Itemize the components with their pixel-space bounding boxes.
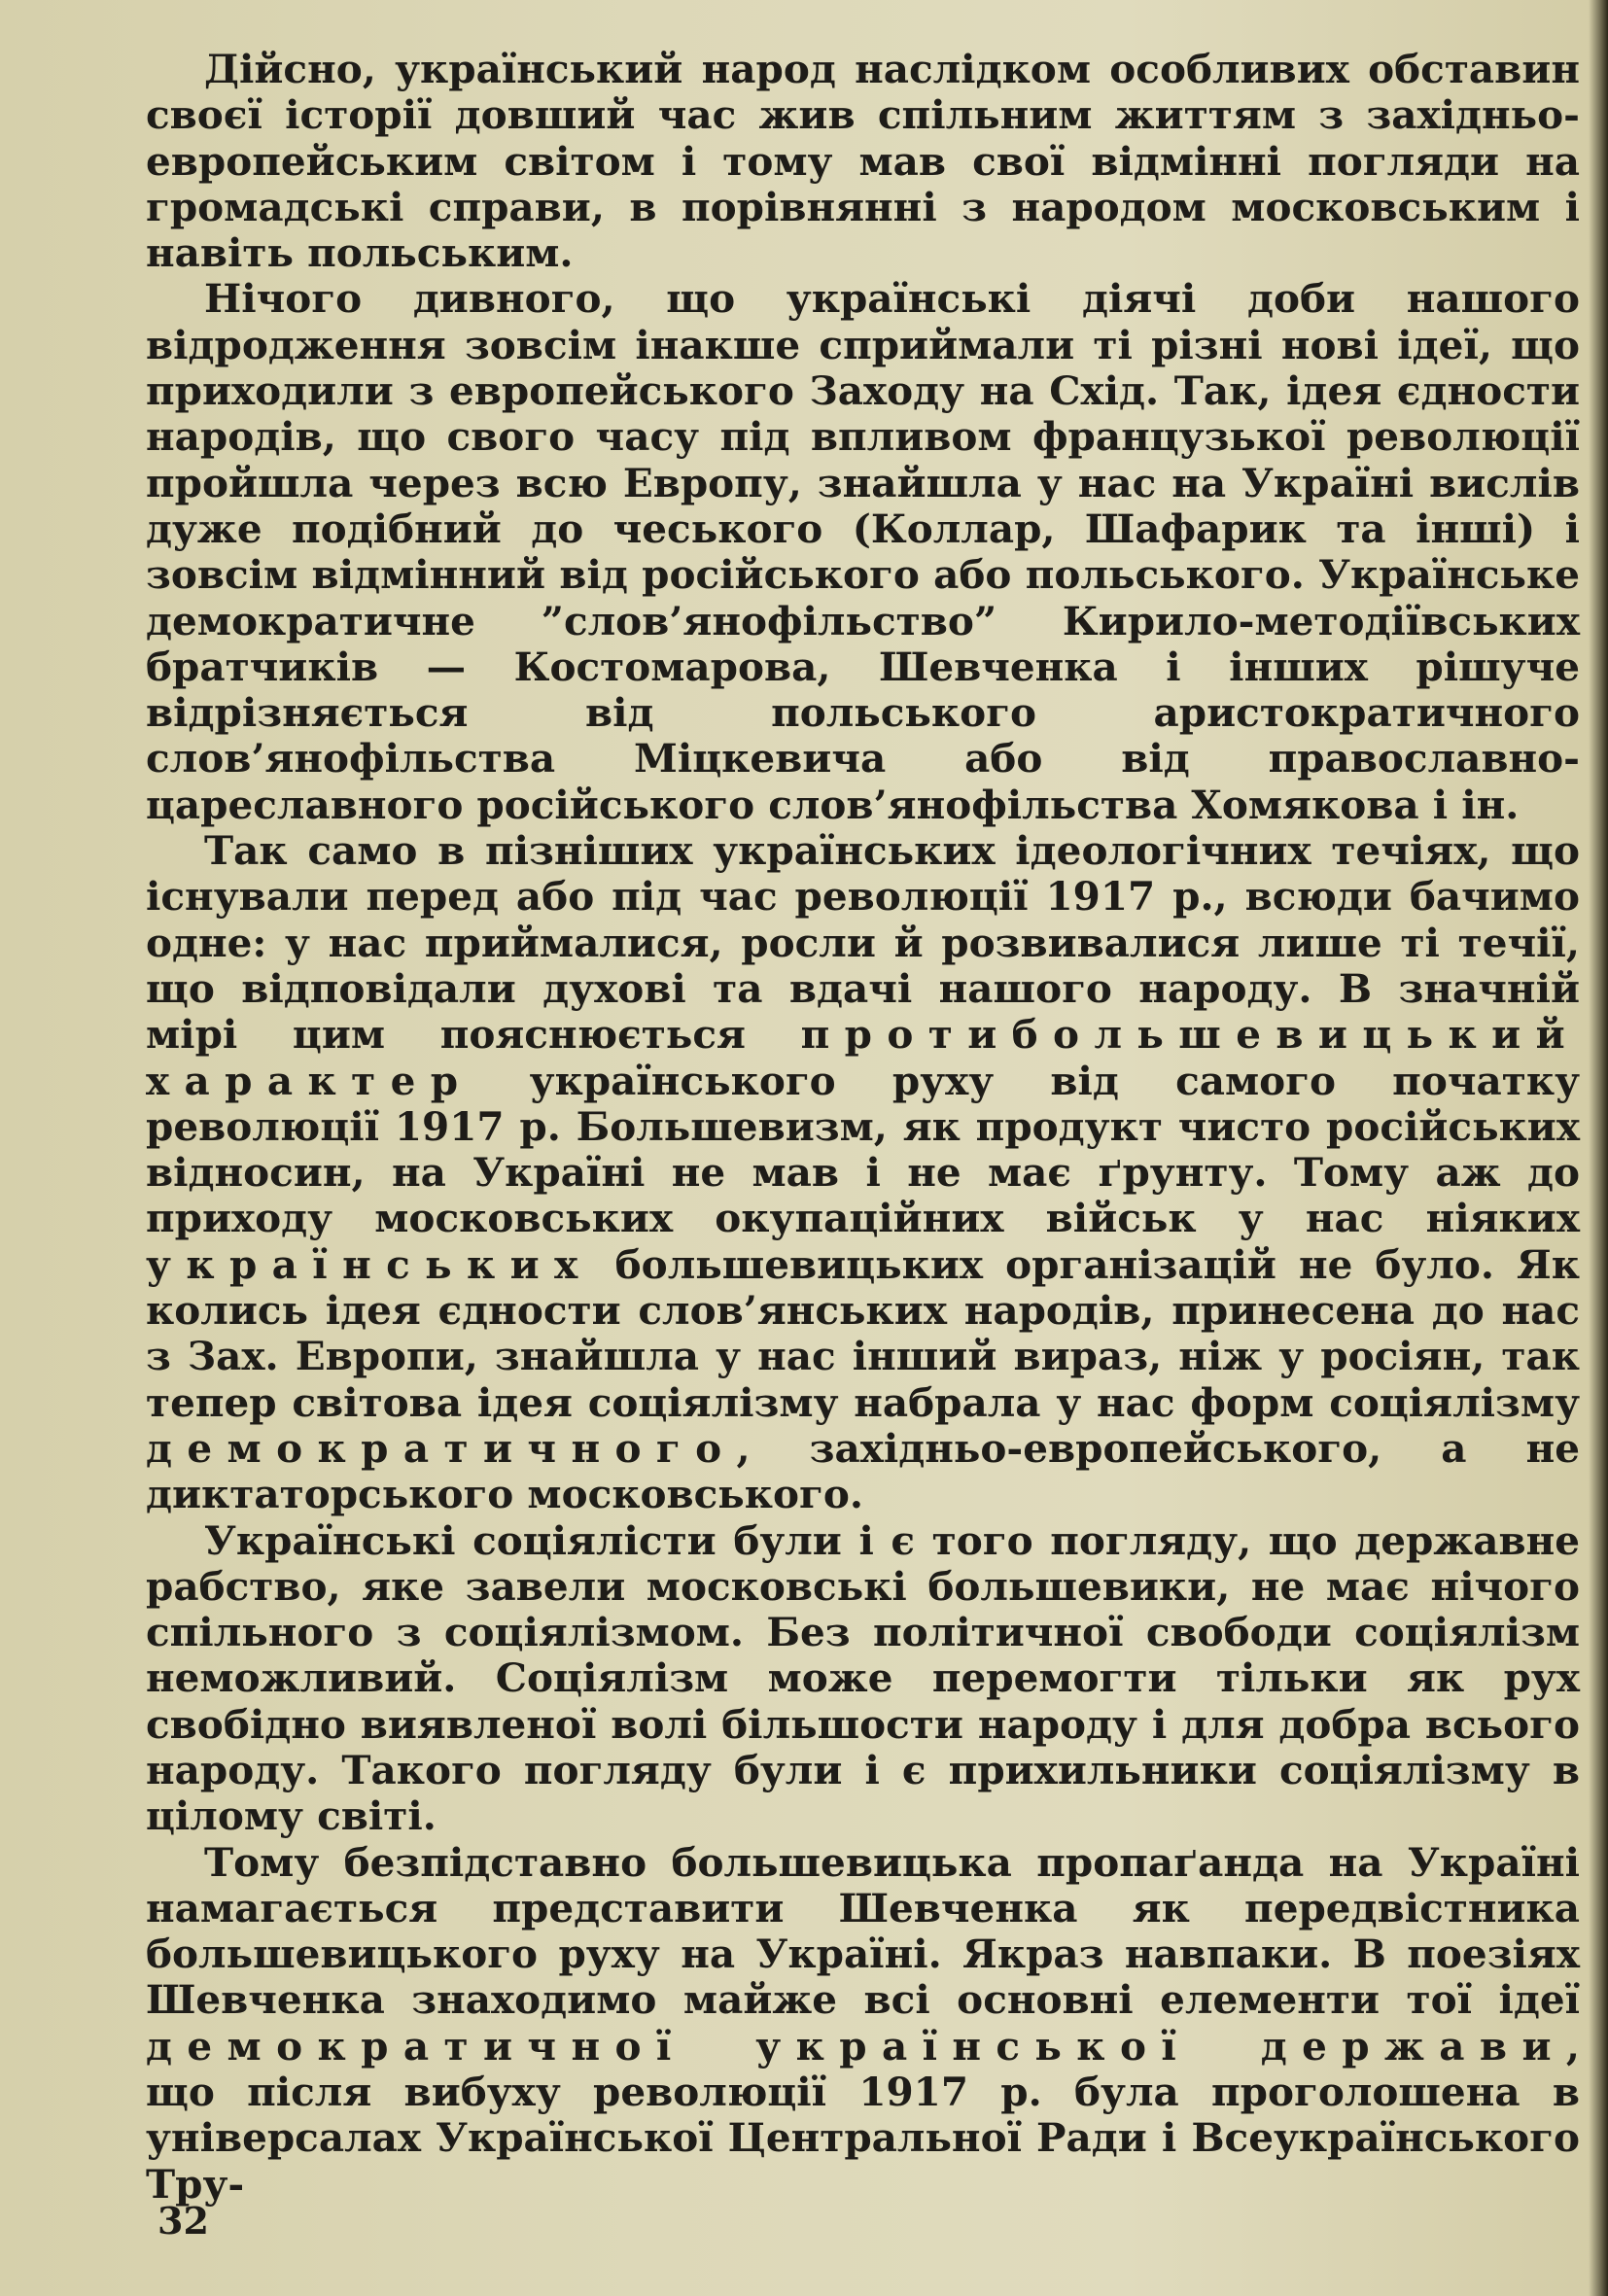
paragraph (146, 828, 1580, 1517)
text-run: Тому безпідставно большевицька пропаґанда на Україні намагається представити Шевченка як передвістника большевицького руху на Україні. Якраз навпаки. В поезіях Шевченка знаходимо майже всі основні елементи тої ідеї (146, 1838, 1580, 2024)
text-run: , західньо-европейського, а не диктаторського московського. (146, 1424, 1580, 1518)
spaced-emphasis: протибольшевицький характер (146, 1011, 1580, 1104)
text-run: большевицьких організацій не було. Як колись ідея єдности слов’янських народів, принесена до нас з Зах. Европи, знайшла у нас інший вираз, ніж у росіян, так тепер світова ідея соціялізму набрала у нас форм соціялізму (146, 1240, 1580, 1426)
body-text (146, 47, 1580, 2208)
text-run: , що після вибуху революції 1917 р. була проголошена в універсалах Української Центральної Ради і Всеукраїнського Тру- (146, 2022, 1580, 2208)
text-run: Так само в пізніших українських ідеологічних течіях, що існували перед або під час революції 1917 р., всюди бачимо одне: у нас приймалися, росли й розвивалися лише ті течії, що відповідали духові та вдачі нашого народу. В значній мірі цим пояснюється (146, 827, 1580, 1059)
spaced-emphasis: демократичного (146, 1424, 737, 1472)
spaced-emphasis: українських (146, 1240, 593, 1288)
text-run: Нічого дивного, що українські діячі доби нашого відродження зовсім інакше сприймали ті різні нові ідеї, що приходили з европейського Заходу на Схід. Так, ідея єдности народів, що свого часу під впливом французької революції пройшла через всю Европу, знайшла у нас на Україні вислів дуже подібний до чеського (Коллар, Шафарик та інші) і зовсім відмінний від російського або польського. Українське демократичне ”слов’янофільство” Кирило-методіївських братчиків — Костомарова, Шевченка і інших рішуче відрізняється від польського аристократичного слов’янофільства Міцкевича або від православно-цареславного російського слов’янофільства Хомякова і ін. (146, 275, 1580, 828)
text-run: українського руху від самого початку революції 1917 р. Большевизм, як продукт чисто російських відносин, на Україні не мав і не має ґрунту. Тому аж до приходу московських окупаційних військ у нас ніяких (146, 1057, 1580, 1242)
paragraph (146, 276, 1580, 828)
text-run: Дійсно, український народ наслідком особливих обставин своєї історії довший час жив спільним життям з західньо-европейським світом і тому мав свої відмінні погляди на громадські справи, в порівнянні з народом московським і навіть польським. (146, 46, 1580, 277)
paragraph (146, 1840, 1580, 2208)
paragraph (146, 1518, 1580, 1840)
spaced-emphasis: демократичної української держави (146, 2022, 1566, 2070)
paragraph (146, 47, 1580, 276)
page-edge-shadow (1589, 0, 1608, 2296)
page-number: 32 (157, 2199, 209, 2243)
text-run: Українські соціялісти були і є того погляду, що державне рабство, яке завели московські большевики, не має нічого спільного з соціялізмом. Без політичної свободи соціялізм неможливий. Соціялізм може перемогти тільки як рух свобідно виявленої волі більшости народу і для добра всього народу. Такого погляду були і є прихильники соціялізму в цілому світі. (146, 1516, 1580, 1840)
